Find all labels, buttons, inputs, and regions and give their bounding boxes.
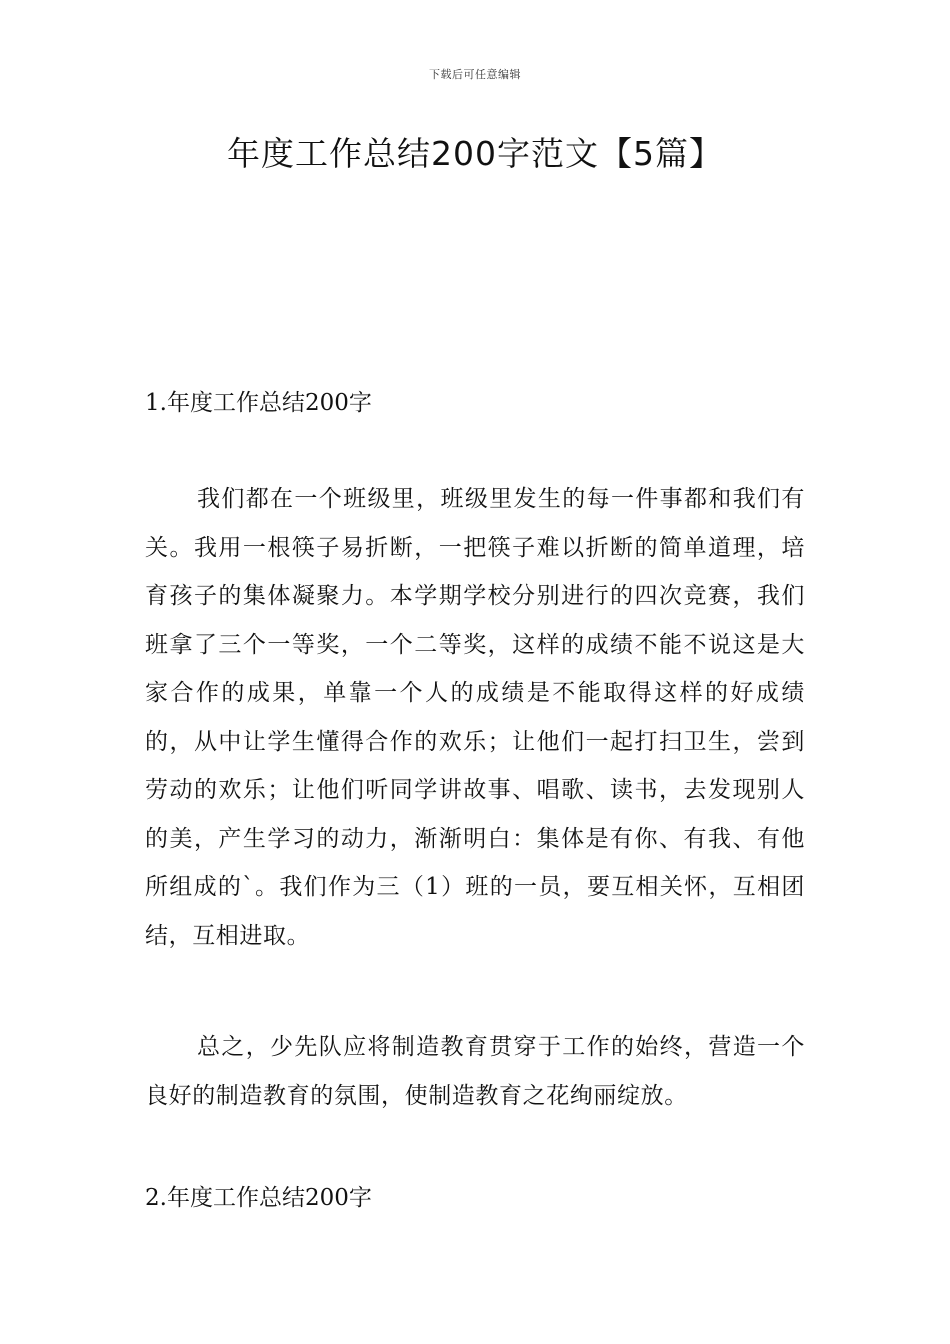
section-1-paragraph-2: 总之，少先队应将制造教育贯穿于工作的始终，营造一个良好的制造教育的氛围，使制造教育之花绚丽绽放。 <box>145 1034 805 1109</box>
section-heading-2: 2.年度工作总结200字 <box>145 1185 372 1211</box>
section-heading-1: 1.年度工作总结200字 <box>145 390 372 416</box>
document-title: 年度工作总结200字范文【5篇】 <box>227 134 723 173</box>
header-note: 下载后可任意编辑 <box>429 68 521 81</box>
section-1-paragraph-1: 我们都在一个班级里，班级里发生的每一件事都和我们有关。我用一根筷子易折断，一把筷子难以折断的简单道理，培育孩子的集体凝聚力。本学期学校分别进行的四次竞赛，我们班拿了三个一等奖，一个二等奖，这样的成绩不能不说这是大家合作的成果，单靠一个人的成绩是不能取得这样的好成绩的，从中让学生懂得合作的欢乐；让他们一起打扫卫生，尝到劳动的欢乐；让他们听同学讲故事、唱歌、读书，去发现别人的美，产生学习的动力，渐渐明白：集体是有你、有我、有他所组成的`。我们作为三（1）班的一员，要互相关怀，互相团结，互相进取。 <box>145 486 805 949</box>
